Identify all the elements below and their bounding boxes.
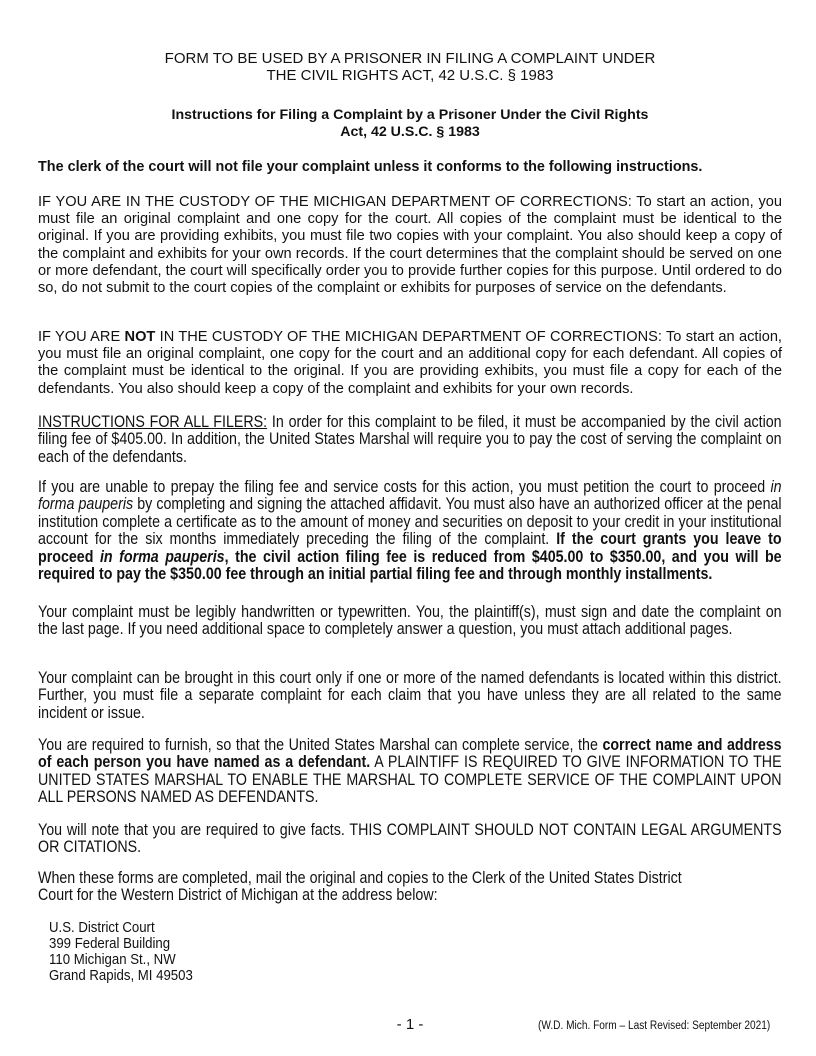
text: If you are unable to prepay the filing fee and service costs for this action, you must petition the court to proceed xyxy=(38,478,771,496)
instructions-heading-line1: Instructions for Filing a Complaint by a Prisoner Under the Civil Rights xyxy=(171,107,649,123)
instructions-heading-line2: Act, 42 U.S.C. § 1983 xyxy=(340,124,480,140)
text: In order for this complaint to be filed, it must be accompanied by the civil action filing fee of $405.00. In addition, the United States Marshal will require you to pay the cost of serving the complaint on each of the defendants. xyxy=(38,413,782,466)
clerk-notice: The clerk of the court will not file your complaint unless it conforms to the following instructions. xyxy=(38,159,703,175)
furnish-paragraph xyxy=(38,737,782,807)
page-number: - 1 - xyxy=(396,1016,424,1033)
instructions-heading xyxy=(38,107,782,141)
court-address xyxy=(49,920,793,984)
text: by completing and signing the attached affidavit. You must also have an authorized officer at the penal institution complete a certificate as to the amount of money and securities on deposit to your credit in your institutional account for the six months immediately preceding the filing of the complaint. xyxy=(38,495,782,549)
not-custody-paragraph xyxy=(38,329,782,398)
mail-line1: When these forms are completed, mail the original and copies to the Clerk of the United States District xyxy=(38,869,682,887)
bold-text: , the civil action filing fee is reduced from $405.00 to $350.00, and you will be required to pay the $350.00 fee through an initial partial filing fee and through monthly installments. xyxy=(38,547,782,584)
form-title-line2: THE CIVIL RIGHTS ACT, 42 U.S.C. § 1983 xyxy=(266,67,554,84)
address-line: U.S. District Court xyxy=(49,919,155,936)
legible-paragraph: Your complaint must be legibly handwritten or typewritten. You, the plaintiff(s), must sign and date the complaint on the last page. If you need additional space to completely answer a question, you must attach additional pages. xyxy=(38,603,782,639)
bold-text: If the court grants you leave to proceed xyxy=(38,530,782,566)
all-filers-heading: INSTRUCTIONS FOR ALL FILERS: xyxy=(38,413,268,431)
all-filers-paragraph xyxy=(38,414,782,466)
bold-italic-term: in forma pauperis xyxy=(99,547,225,566)
italic-term: in forma pauperis xyxy=(38,478,782,514)
ifp-paragraph xyxy=(38,479,782,583)
text: IF YOU ARE xyxy=(38,329,125,345)
text: A PLAINTIFF IS REQUIRED TO GIVE INFORMATION TO THE UNITED STATES MARSHAL TO ENABLE THE MARSHAL TO COMPLETE SERVICE OF THE COMPLAINT UPON ALL PERSONS NAMED AS DEFENDANTS. xyxy=(38,753,782,807)
revision-note: (W.D. Mich. Form – Last Revised: September 2021) xyxy=(538,1020,771,1032)
address-line: Grand Rapids, MI 49503 xyxy=(49,967,193,984)
mail-paragraph xyxy=(38,870,782,905)
mail-line2: Court for the Western District of Michigan at the address below: xyxy=(38,886,438,905)
emphasis-not: NOT xyxy=(124,329,156,345)
bold-text: correct name and address of each person you have named as a defendant. xyxy=(38,736,782,772)
facts-paragraph: You will note that you are required to give facts. THIS COMPLAINT SHOULD NOT CONTAIN LEGAL ARGUMENTS OR CITATIONS. xyxy=(38,821,782,857)
custody-paragraph: IF YOU ARE IN THE CUSTODY OF THE MICHIGAN DEPARTMENT OF CORRECTIONS: To start an action, you must file an original complaint and one copy for the court. All copies of the complaint must be identical to the original. If you are providing exhibits, you must file two copies with your complaint. You also should keep a copy of the complaint and exhibits for your own records. If the court determines that the complaint should be served on one or more defendant, the court will specifically order you to provide further copies for this purpose. Until ordered to do so, do not submit to the court copies of the complaint or exhibits for purposes of service on the defendants. xyxy=(38,194,782,297)
text: IN THE CUSTODY OF THE MICHIGAN DEPARTMENT OF CORRECTIONS: To start an action, you must file an original complaint, one copy for the court and an additional copy for each defendant. All copies of the complaint must be identical to the original. If you are providing exhibits, you must file a copy for each of the defendants. You also should keep a copy of the complaint and exhibits for your own records. xyxy=(38,329,782,397)
form-title-line1: FORM TO BE USED BY A PRISONER IN FILING A COMPLAINT UNDER xyxy=(164,50,656,67)
address-line: 399 Federal Building xyxy=(49,935,171,952)
address-line: 110 Michigan St., NW xyxy=(49,951,176,968)
form-title xyxy=(38,50,782,84)
district-paragraph: Your complaint can be brought in this court only if one or more of the named defendants is located within this district. Further, you must file a separate complaint for each claim that you have unless they are all related to the same incident or issue. xyxy=(38,669,782,722)
text: You are required to furnish, so that the United States Marshal can complete service, the xyxy=(38,736,603,754)
